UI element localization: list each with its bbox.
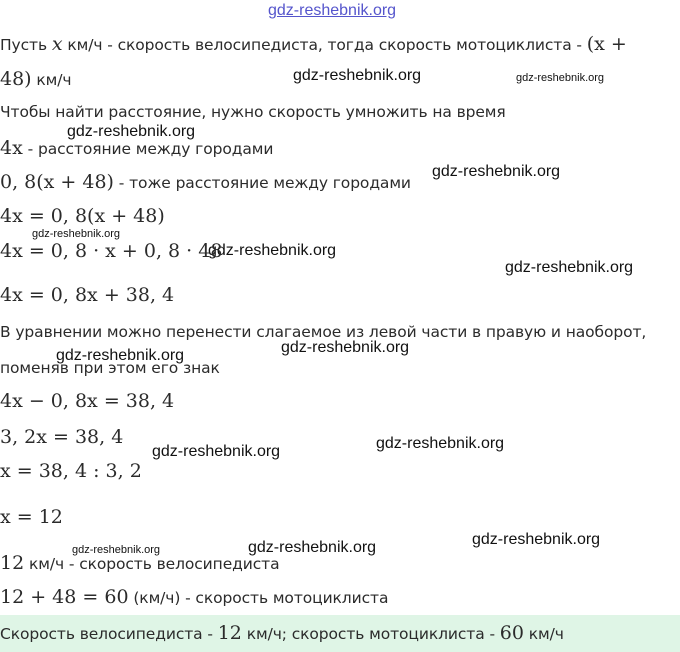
line-3: Чтобы найти расстояние, нужно скорость умножить на время (0, 103, 506, 121)
line-4: 4x - расстояние между городами (0, 137, 274, 159)
line-13: x = 38, 4 : 3, 2 (0, 460, 142, 482)
watermark: gdz-reshebnik.org (152, 443, 281, 460)
watermark-small: gdz-reshebnik.org (32, 228, 121, 240)
answer-box (0, 615, 680, 652)
line-5: 0, 8(x + 48) - тоже расстояние между городами (0, 171, 411, 193)
watermark: gdz-reshebnik.org (281, 339, 410, 356)
line-12: 3, 2x = 38, 4 (0, 426, 124, 448)
line-10: поменяв при этом его знак (0, 359, 220, 377)
watermark: gdz-reshebnik.org (67, 123, 196, 140)
watermark: gdz-reshebnik.org (505, 259, 634, 276)
watermark-small: gdz-reshebnik.org (72, 544, 161, 556)
line-6: 4x = 0, 8(x + 48) (0, 205, 165, 227)
line-7: 4x = 0, 8 · x + 0, 8 · 48 (0, 240, 223, 262)
watermark-small: gdz-reshebnik.org (516, 72, 605, 84)
watermark: gdz-reshebnik.org (432, 163, 561, 180)
answer-text: Скорость велосипедиста - 12 км/ч; скорость мотоциклиста - 60 км/ч (0, 622, 564, 644)
line-2: 48) км/ч (0, 68, 72, 90)
watermark: gdz-reshebnik.org (472, 531, 601, 548)
watermark: gdz-reshebnik.org (376, 435, 505, 452)
line-8: 4x = 0, 8x + 38, 4 (0, 284, 175, 306)
watermark-top: gdz-reshebnik.org (268, 2, 397, 19)
line-15: 12 км/ч - скорость велосипедиста (0, 552, 280, 574)
watermark: gdz-reshebnik.org (56, 347, 185, 364)
line-1: Пусть x км/ч - скорость велосипедиста, тогда скорость мотоциклиста - (x + (0, 33, 627, 55)
line-11: 4x − 0, 8x = 38, 4 (0, 390, 175, 412)
watermark: gdz-reshebnik.org (293, 67, 422, 84)
watermark: gdz-reshebnik.org (208, 242, 337, 259)
line-14: x = 12 (0, 506, 63, 528)
line-9: В уравнении можно перенести слагаемое из левой части в правую и наоборот, (0, 323, 647, 341)
line-16: 12 + 48 = 60 (км/ч) - скорость мотоциклиста (0, 586, 389, 608)
watermark: gdz-reshebnik.org (248, 539, 377, 556)
